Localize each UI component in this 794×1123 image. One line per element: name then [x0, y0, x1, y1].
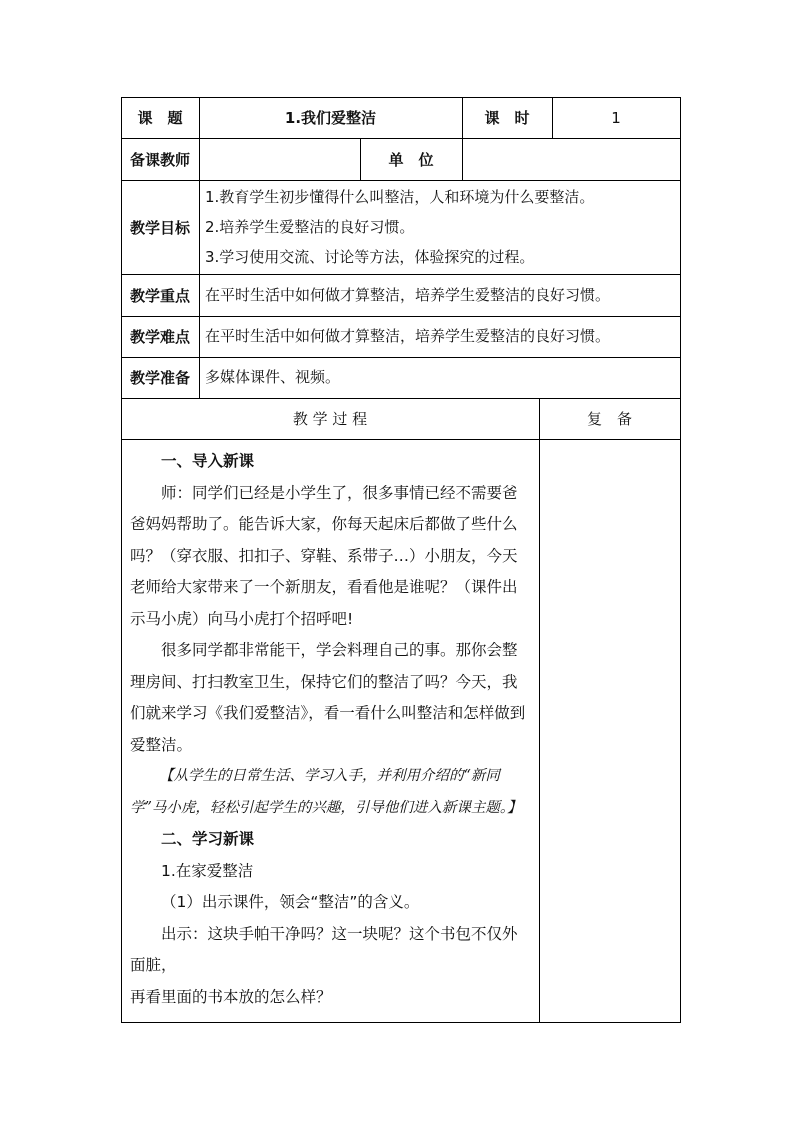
table-border — [539, 398, 540, 1023]
goals-list — [205, 182, 675, 274]
difficulty-value: 在平时生活中如何做才算整洁，培养学生爱整洁的良好习惯。 — [205, 327, 611, 345]
goal-item: 1.教育学生初步懂得什么叫整洁，人和环境为什么要整洁。 — [205, 188, 595, 206]
section-title: 二、学习新课 — [161, 830, 255, 848]
paragraph: （1）出示课件，领会“整洁”的含义。 — [161, 893, 420, 911]
process-header: 教 学 过 程 — [292, 410, 368, 428]
key-point-value: 在平时生活中如何做才算整洁，培养学生爱整洁的良好习惯。 — [205, 286, 611, 304]
review-header: 复 备 — [586, 410, 632, 428]
key-point-label: 教学重点 — [129, 286, 190, 305]
goal-item: 2.培养学生爱整洁的良好习惯。 — [205, 218, 415, 236]
goal-item: 3.学习使用交流、讨论等方法，体验探究的过程。 — [205, 248, 535, 266]
table-border — [121, 1022, 681, 1023]
paragraph: 很多同学都非常能干，学会料理自己的事。那你会整理房间、打扫教室卫生，保持它们的整洁了吗？今天，我们就来学习《我们爱整洁》，看一看什么叫整洁和怎样做到爱整洁。 — [130, 641, 526, 754]
process-content — [130, 446, 528, 1013]
teaching-note: 【从学生的日常生活、学习入手，并利用介绍的“新同学”马小虎，轻松引起学生的兴趣，引导他们进入新课主题。】 — [130, 768, 522, 816]
period-value: 1 — [611, 108, 621, 127]
section-title: 一、导入新课 — [161, 452, 255, 470]
paragraph: 师：同学们已经是小学生了，很多事情已经不需要爸爸妈妈帮助了。能告诉大家，你每天起床后都做了些什么吗？（穿衣服、扣扣子、穿鞋、系带子…）小朋友，今天老师给大家带来了一个新朋友，看看他是谁呢？（课件出示马小虎）向马小虎打个招呼吧! — [130, 483, 518, 628]
preparation-value: 多媒体课件、视频。 — [205, 368, 341, 386]
unit-value — [462, 138, 680, 180]
preparation-label: 教学准备 — [129, 369, 190, 387]
teacher-label: 备课教师 — [129, 150, 190, 169]
unit-label: 单 位 — [388, 150, 434, 169]
paragraph: 再看里面的书本放的怎么样？ — [130, 987, 332, 1006]
difficulty-label: 教学难点 — [129, 328, 190, 346]
topic-label: 课 题 — [137, 109, 183, 127]
goals-label: 教学目标 — [129, 218, 190, 237]
teacher-value — [199, 138, 360, 180]
topic-value: 1.我们爱整洁 — [284, 109, 377, 127]
table-border — [121, 439, 681, 440]
period-label: 课 时 — [484, 109, 530, 127]
subsection-title: 1.在家爱整洁 — [161, 861, 254, 880]
table-border — [680, 97, 681, 1023]
paragraph: 出示：这块手帕干净吗？这一块呢？这个书包不仅外面脏， — [130, 924, 518, 974]
